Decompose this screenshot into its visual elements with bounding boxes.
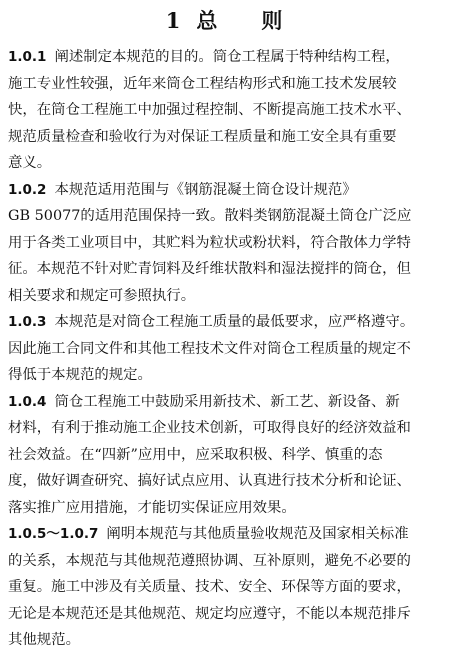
clause-text: 的关系，本规范与其他规范遵照协调、互补原则，避免不必要的 bbox=[8, 552, 411, 569]
clause-number: 1.0.2 bbox=[8, 181, 47, 198]
clause-text: 阐述制定本规范的目的。筒仓工程属于特种结构工程， bbox=[54, 49, 400, 65]
clause-text: 用于各类工业项目中，其贮料为粒状或粉状料，符合散体力学特 bbox=[8, 234, 411, 251]
clause-number: 1.0.3 bbox=[8, 314, 47, 330]
clause-text: 相关要求和规定可参照执行。 bbox=[8, 287, 196, 304]
chapter-title bbox=[8, 0, 440, 44]
clause-text: 落实推广应用措施，才能切实保证应用效果。 bbox=[8, 499, 296, 516]
clause-text: 施工专业性较强，近年来筒仓工程结构形式和施工技术发展较 bbox=[8, 75, 397, 92]
chapter-title-word-2: 则 bbox=[261, 8, 283, 33]
clause-text: 阐明本规范与其他质量验收规范及国家相关标准 bbox=[106, 526, 409, 542]
clause-text: 意义。 bbox=[8, 155, 52, 171]
clause-text: 材料，有利于推动施工企业技术创新，可取得良好的经济效益和 bbox=[8, 420, 411, 436]
clause-text: 得低于本规范的规定。 bbox=[8, 367, 152, 383]
clause-text: 筒仓工程施工中鼓励采用新技术、新工艺、新设备、新 bbox=[54, 393, 400, 410]
clause-text: 快，在筒仓工程施工中加强过程控制、不断提高施工技术水平、 bbox=[8, 102, 411, 118]
clause-text: 度，做好调查研究、搞好试点应用、认真进行技术分析和论证、 bbox=[8, 473, 411, 489]
chapter-number: 1 bbox=[165, 8, 181, 33]
clause-text: 无论是本规范还是其他规范、规定均应遵守，不能以本规范排斥 bbox=[8, 605, 411, 622]
clause-text: 其他规范。 bbox=[8, 632, 80, 648]
clause-text: 因此施工合同文件和其他工程技术文件对筒仓工程质量的规定不 bbox=[8, 340, 411, 357]
clause-text: 本规范是对筒仓工程施工质量的最低要求，应严格遵守。 bbox=[54, 314, 415, 330]
clause-number: 1.0.1 bbox=[8, 49, 47, 65]
clause-1-0-3 bbox=[8, 309, 440, 389]
clause-1-0-2 bbox=[8, 177, 440, 310]
clause-text: GB 50077的适用范围保持一致。散料类钢筋混凝土筒仓广泛应 bbox=[8, 208, 412, 224]
clause-1-0-1 bbox=[8, 44, 440, 177]
chapter-title-word-1: 总 bbox=[196, 8, 218, 33]
clause-text: 重复。施工中涉及有关质量、技术、安全、环保等方面的要求， bbox=[8, 579, 411, 595]
clause-text: 规范质量检查和验收行为对保证工程质量和施工安全具有重要 bbox=[8, 128, 397, 145]
clause-1-0-4 bbox=[8, 389, 440, 522]
clause-1-0-5-to-1-0-7 bbox=[8, 521, 440, 654]
clause-text: 本规范适用范围与《钢筋混凝土筒仓设计规范》 bbox=[54, 181, 357, 198]
clause-text: 社会效益。在“四新”应用中，应采取积极、科学、慎重的态 bbox=[8, 446, 383, 463]
clause-number: 1.0.5～1.0.7 bbox=[8, 526, 99, 542]
clause-number: 1.0.4 bbox=[8, 393, 47, 410]
clause-text: 征。本规范不针对贮青饲料及纤维状散料和湿法搅拌的筒仓，但 bbox=[8, 261, 411, 277]
